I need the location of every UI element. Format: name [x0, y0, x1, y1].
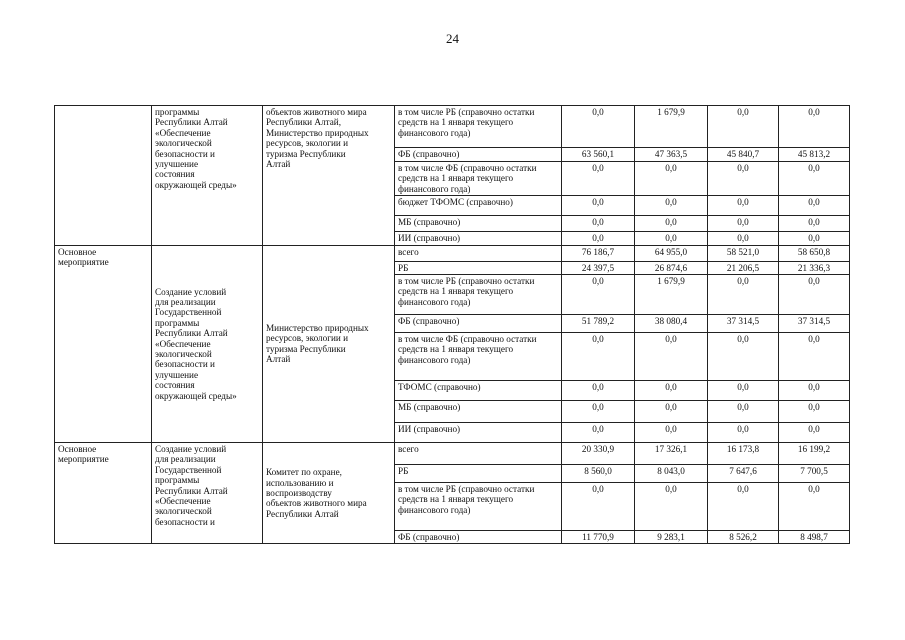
- amount-cell: 0,0: [708, 196, 779, 216]
- funding-source-cell: ФБ (справочно): [395, 531, 562, 544]
- amount-cell: 8 043,0: [635, 465, 708, 483]
- amount-cell: 0,0: [708, 216, 779, 232]
- amount-cell: 0,0: [708, 232, 779, 245]
- amount-cell: 7 647,6: [708, 465, 779, 483]
- amount-cell: 0,0: [635, 483, 708, 531]
- funding-source-cell: РБ: [395, 465, 562, 483]
- amount-cell: 0,0: [562, 196, 635, 216]
- amount-cell: 58 521,0: [708, 245, 779, 261]
- amount-cell: 0,0: [562, 333, 635, 381]
- funding-source-cell: ТФОМС (справочно): [395, 381, 562, 401]
- amount-cell: 0,0: [708, 381, 779, 401]
- funding-source-cell: всего: [395, 443, 562, 465]
- amount-cell: 0,0: [635, 333, 708, 381]
- amount-cell: 0,0: [708, 162, 779, 196]
- program-name-cell: программы Республики Алтай «Обеспечение экологической безопасности и улучшение состояния окружающей среды»: [152, 106, 263, 246]
- amount-cell: 0,0: [635, 401, 708, 423]
- funding-source-cell: в том числе РБ (справочно остатки средств на 1 января текущего финансового года): [395, 106, 562, 148]
- program-name-cell: Создание условий для реализации Государственной программы Республики Алтай «Обеспечение экологической безопасности и: [152, 443, 263, 544]
- table-row: [55, 245, 850, 261]
- funding-source-cell: бюджет ТФОМС (справочно): [395, 196, 562, 216]
- amount-cell: 9 283,1: [635, 531, 708, 544]
- amount-cell: 0,0: [779, 401, 850, 423]
- amount-cell: 0,0: [708, 423, 779, 443]
- amount-cell: 16 199,2: [779, 443, 850, 465]
- amount-cell: 0,0: [779, 423, 850, 443]
- amount-cell: 45 813,2: [779, 148, 850, 162]
- funding-source-cell: в том числе ФБ (справочно остатки средств на 1 января текущего финансового года): [395, 333, 562, 381]
- funding-source-cell: ИИ (справочно): [395, 232, 562, 245]
- amount-cell: 0,0: [779, 106, 850, 148]
- amount-cell: 0,0: [779, 483, 850, 531]
- amount-cell: 0,0: [562, 216, 635, 232]
- amount-cell: 17 326,1: [635, 443, 708, 465]
- amount-cell: 0,0: [708, 275, 779, 315]
- table-row: [55, 106, 850, 148]
- amount-cell: 37 314,5: [779, 315, 850, 333]
- amount-cell: 0,0: [779, 162, 850, 196]
- responsible-executor-cell: Комитет по охране, использованию и воспроизводству объектов животного мира Республики Алтай: [263, 443, 395, 544]
- funding-source-cell: всего: [395, 245, 562, 261]
- amount-cell: 0,0: [635, 423, 708, 443]
- amount-cell: 0,0: [635, 162, 708, 196]
- table-row: [55, 443, 850, 465]
- amount-cell: 21 206,5: [708, 261, 779, 274]
- funding-source-cell: ИИ (справочно): [395, 423, 562, 443]
- amount-cell: 0,0: [779, 381, 850, 401]
- amount-cell: 0,0: [635, 216, 708, 232]
- amount-cell: 0,0: [708, 333, 779, 381]
- funding-source-cell: в том числе ФБ (справочно остатки средств на 1 января текущего финансового года): [395, 162, 562, 196]
- budget-table: [54, 105, 850, 544]
- amount-cell: 0,0: [779, 275, 850, 315]
- funding-source-cell: ФБ (справочно): [395, 315, 562, 333]
- amount-cell: 0,0: [635, 381, 708, 401]
- amount-cell: 0,0: [562, 162, 635, 196]
- amount-cell: 0,0: [708, 483, 779, 531]
- funding-source-cell: в том числе РБ (справочно остатки средств на 1 января текущего финансового года): [395, 483, 562, 531]
- amount-cell: 1 679,9: [635, 275, 708, 315]
- amount-cell: 0,0: [779, 232, 850, 245]
- event-category-cell: Основное мероприятие: [55, 443, 152, 544]
- amount-cell: 0,0: [779, 216, 850, 232]
- amount-cell: 24 397,5: [562, 261, 635, 274]
- table-body: [55, 106, 850, 544]
- amount-cell: 8 498,7: [779, 531, 850, 544]
- amount-cell: 47 363,5: [635, 148, 708, 162]
- amount-cell: 21 336,3: [779, 261, 850, 274]
- amount-cell: 0,0: [562, 106, 635, 148]
- funding-source-cell: ФБ (справочно): [395, 148, 562, 162]
- amount-cell: 0,0: [708, 401, 779, 423]
- funding-source-cell: МБ (справочно): [395, 216, 562, 232]
- amount-cell: 38 080,4: [635, 315, 708, 333]
- amount-cell: 64 955,0: [635, 245, 708, 261]
- amount-cell: 8 526,2: [708, 531, 779, 544]
- amount-cell: 0,0: [708, 106, 779, 148]
- amount-cell: 0,0: [562, 232, 635, 245]
- responsible-executor-cell: объектов животного мира Республики Алтай, Министерство природных ресурсов, экологии и туризма Республики Алтай: [263, 106, 395, 246]
- amount-cell: 0,0: [635, 232, 708, 245]
- amount-cell: 20 330,9: [562, 443, 635, 465]
- amount-cell: 8 560,0: [562, 465, 635, 483]
- amount-cell: 16 173,8: [708, 443, 779, 465]
- page-number: 24: [446, 31, 459, 46]
- event-category-cell: Основное мероприятие: [55, 245, 152, 442]
- amount-cell: 0,0: [779, 333, 850, 381]
- amount-cell: 0,0: [562, 483, 635, 531]
- amount-cell: 51 789,2: [562, 315, 635, 333]
- funding-source-cell: РБ: [395, 261, 562, 274]
- amount-cell: 76 186,7: [562, 245, 635, 261]
- funding-source-cell: в том числе РБ (справочно остатки средств на 1 января текущего финансового года): [395, 275, 562, 315]
- amount-cell: 45 840,7: [708, 148, 779, 162]
- amount-cell: 58 650,8: [779, 245, 850, 261]
- amount-cell: 63 560,1: [562, 148, 635, 162]
- amount-cell: 0,0: [779, 196, 850, 216]
- responsible-executor-cell: Министерство природных ресурсов, экологии и туризма Республики Алтай: [263, 245, 395, 442]
- program-name-cell: Создание условий для реализации Государственной программы Республики Алтай «Обеспечение экологической безопасности и улучшение состояния окружающей среды»: [152, 245, 263, 442]
- amount-cell: 37 314,5: [708, 315, 779, 333]
- amount-cell: 0,0: [562, 423, 635, 443]
- amount-cell: 11 770,9: [562, 531, 635, 544]
- amount-cell: 7 700,5: [779, 465, 850, 483]
- funding-source-cell: МБ (справочно): [395, 401, 562, 423]
- amount-cell: 1 679,9: [635, 106, 708, 148]
- amount-cell: 0,0: [635, 196, 708, 216]
- amount-cell: 26 874,6: [635, 261, 708, 274]
- event-category-cell: [55, 106, 152, 246]
- amount-cell: 0,0: [562, 275, 635, 315]
- amount-cell: 0,0: [562, 381, 635, 401]
- amount-cell: 0,0: [562, 401, 635, 423]
